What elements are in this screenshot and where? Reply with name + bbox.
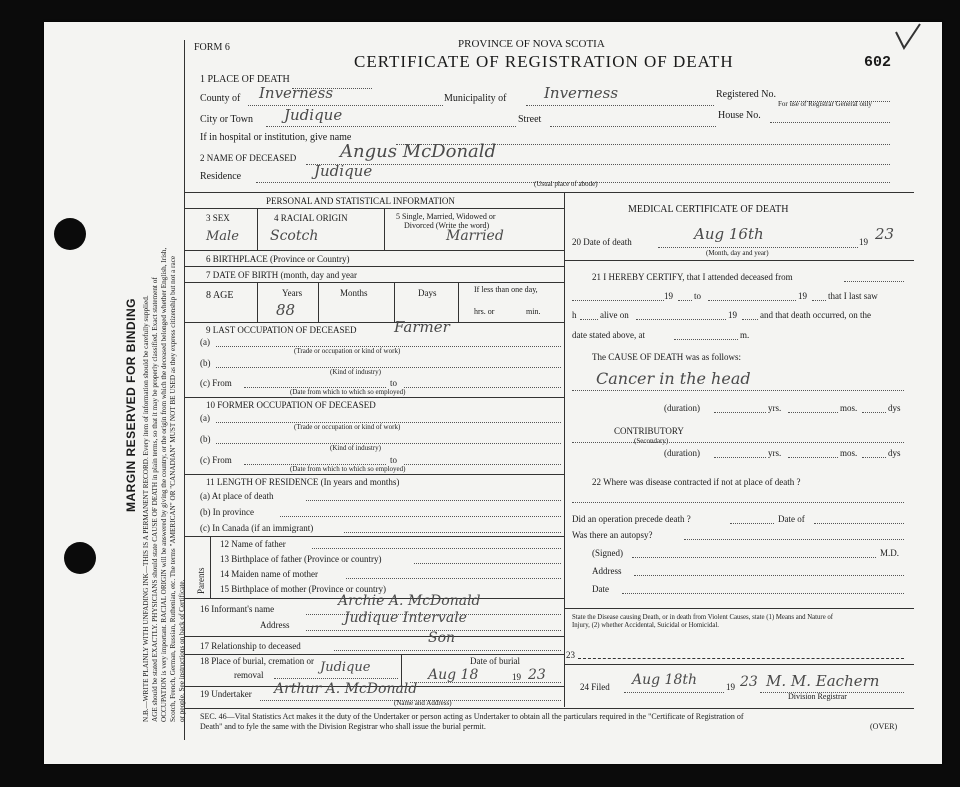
father-birthplace-label: 13 Birthplace of father (Province or country): [220, 554, 382, 564]
filed-year-prefix: 19: [726, 682, 735, 692]
duration-label-1: (duration): [664, 403, 700, 413]
registrar-signature: M. M. Eachern: [766, 672, 880, 690]
house-label: House No.: [718, 110, 761, 121]
last-occ-date-note: (Date from which to which so employed): [290, 388, 406, 396]
last-occ-a-label: (a): [200, 337, 210, 347]
binding-hole-top: [54, 218, 86, 250]
attended-to-year: 19: [798, 291, 807, 301]
months-label: Months: [340, 288, 368, 298]
place-heading: 1 PLACE OF DEATH: [200, 74, 290, 85]
signed-label: (Signed): [592, 548, 623, 558]
margin-title: MARGIN RESERVED FOR BINDING: [124, 298, 138, 512]
yrs-label-1: yrs.: [768, 403, 782, 413]
father-name-label: 12 Name of father: [220, 539, 286, 549]
less-than-day-label: If less than one day,: [474, 285, 538, 294]
informant-address-label: Address: [260, 620, 290, 630]
residence-province-label: (b) In province: [200, 507, 254, 517]
last-occ-industry-note: (Kind of industry): [330, 368, 381, 376]
death-date-value: Aug 16th: [694, 225, 764, 243]
cause-label: The CAUSE OF DEATH was as follows:: [592, 352, 741, 362]
parents-label: Parents: [196, 567, 206, 594]
burial-year-prefix: 19: [512, 672, 521, 682]
burial-year-value: 23: [528, 667, 546, 683]
years-value: 88: [276, 301, 296, 319]
registrar-note: For use of Registrar General only: [778, 100, 872, 108]
form-number: FORM 6: [194, 42, 230, 53]
burial-date-label: Date of burial: [470, 656, 520, 666]
attended-to-label: to: [694, 291, 702, 301]
deceased-name-label: 2 NAME OF DECEASED: [200, 153, 297, 163]
operation-label: Did an operation precede death ?: [572, 514, 691, 524]
city-label: City or Town: [200, 114, 254, 125]
abode-note: (Usual place of abode): [534, 180, 598, 188]
former-occ-industry-note: (Kind of industry): [330, 444, 381, 452]
autopsy-label: Was there an autopsy?: [572, 530, 653, 540]
state-note-1: State the Disease causing Death, or in death from Violent Causes, state (1) Means and Nature of: [572, 614, 834, 621]
marital-value: Married: [446, 228, 504, 244]
residence-canada-label: (c) In Canada (if an immigrant): [200, 523, 314, 533]
relationship-label: 17 Relationship to deceased: [200, 641, 301, 651]
medical-address-label: Address: [592, 566, 622, 576]
certificate-title: CERTIFICATE OF REGISTRATION OF DEATH: [354, 52, 734, 71]
sec46-note: SEC. 46—Vital Statistics Act makes it the duty of the Undertaker or person acting as Undertaker to obtain all the particulars required in the "Certificate of Registration of: [200, 712, 744, 721]
certificate-number: 602: [864, 54, 892, 71]
alive-year-label: 19: [728, 310, 737, 320]
filed-value: Aug 18th: [632, 672, 697, 688]
md-label: M.D.: [880, 548, 900, 558]
last-occupation-value: Farmer: [394, 318, 450, 336]
burial-removal-label: removal: [234, 670, 264, 680]
dob-label: 7 DATE OF BIRTH (month, day and year: [206, 270, 357, 280]
margin-note-2: AGE should be stated EXACTLY. PHYSICIANS should state CAUSE OF DEATH in plain terms, so that it may be properly classified. Exact statement of: [151, 277, 159, 722]
last-occupation-label: 9 LAST OCCUPATION OF DECEASED: [206, 325, 357, 335]
former-occupation-label: 10 FORMER OCCUPATION OF DECEASED: [206, 400, 376, 410]
operation-date-label: Date of: [778, 514, 805, 524]
dys-label-2: dys: [888, 448, 901, 458]
municipality-label: Municipality of: [444, 93, 507, 104]
death-year-value: 23: [875, 225, 895, 243]
death-year-prefix: 19: [859, 237, 868, 247]
medical-heading: MEDICAL CERTIFICATE OF DEATH: [628, 204, 789, 215]
county-label: County of: [200, 93, 241, 104]
over-label: (OVER): [870, 722, 898, 731]
residence-at-place-label: (a) At place of death: [200, 491, 274, 501]
mos-label-2: mos.: [840, 448, 858, 458]
min-label: min.: [526, 307, 541, 316]
death-certificate: [44, 22, 942, 764]
filed-label: 24 Filed: [580, 682, 610, 692]
mos-label-1: mos.: [840, 403, 858, 413]
medical-date-label: Date: [592, 584, 609, 594]
hrs-label: hrs. or: [474, 307, 495, 316]
contributory-label: CONTRIBUTORY: [614, 426, 684, 436]
sex-value: Male: [206, 229, 239, 244]
division-registrar-label: Division Registrar: [788, 692, 847, 701]
last-occ-trade-note: (Trade or occupation or kind of work): [294, 347, 401, 355]
margin-note-5: or people. See instructions on back of Certificate.: [178, 579, 186, 722]
deceased-name-value: Angus McDonald: [340, 141, 497, 162]
residence-length-label: 11 LENGTH OF RESIDENCE (In years and months): [206, 477, 400, 487]
residence-value: Judique: [314, 162, 373, 180]
mother-name-label: 14 Maiden name of mother: [220, 569, 318, 579]
date-stated-label: date stated above, at: [572, 330, 645, 340]
informant-name-label: 16 Informant's name: [200, 604, 275, 614]
personal-heading: PERSONAL AND STATISTICAL INFORMATION: [266, 196, 455, 206]
margin-note-4: Scotch, French, German, Russian, Ruthenian, etc. The terms "AMERICAN" OR "CANADIAN" MUST NOT BE USED as they express citizenship but not a race: [169, 255, 177, 722]
contracted-label: 22 Where was disease contracted if not at place of death ?: [592, 477, 801, 487]
death-date-note: (Month, day and year): [706, 249, 769, 257]
racial-value: Scotch: [270, 228, 319, 244]
m-label: m.: [740, 330, 750, 340]
former-occ-date-note: (Date from which to which so employed): [290, 465, 406, 473]
last-occ-b-label: (b): [200, 358, 211, 368]
former-occ-trade-note: (Trade or occupation or kind of work): [294, 423, 401, 431]
marital-label-2: Divorced (Write the word): [404, 221, 490, 230]
mother-birthplace-label: 15 Birthplace of mother (Province or country): [220, 584, 386, 594]
burial-place-value: Judique: [320, 660, 371, 675]
burial-date-value: Aug 18: [428, 667, 479, 683]
former-occ-from-label: (c) From: [200, 455, 232, 465]
last-saw-label: that I last saw: [828, 291, 878, 301]
former-occ-to-label: to: [390, 455, 398, 465]
birthplace-label: 6 BIRTHPLACE (Province or Country): [206, 254, 350, 264]
death-occurred-label: and that death occurred, on the: [760, 310, 871, 320]
margin-note-1: N.B.—WRITE PLAINLY WITH UNFADING INK—THIS IS A PERMANENT RECORD. Every item of information should be carefully supplied.: [142, 295, 150, 722]
sec46-note-2: Death" and to fyle the same with the Division Registrar who shall issue the burial permit.: [200, 722, 486, 731]
duration-label-2: (duration): [664, 448, 700, 458]
secondary-note: (Secondary): [634, 437, 669, 445]
street-label: Street: [518, 114, 542, 125]
dys-label-1: dys: [888, 403, 901, 413]
age-label: 8 AGE: [206, 290, 234, 301]
province-heading: PROVINCE OF NOVA SCOTIA: [458, 38, 605, 50]
checkmark-icon: [894, 22, 924, 52]
last-occ-to-label: to: [390, 378, 398, 388]
undertaker-label: 19 Undertaker: [200, 689, 252, 699]
binding-hole-bottom: [64, 542, 96, 574]
days-label: Days: [418, 288, 437, 298]
certify-label: 21 I HEREBY CERTIFY, that I attended deceased from: [592, 272, 793, 282]
racial-label: 4 RACIAL ORIGIN: [274, 213, 348, 223]
h-label: h: [572, 310, 577, 320]
burial-place-label: 18 Place of burial, cremation or: [200, 656, 314, 666]
last-occ-from-label: (c) From: [200, 378, 232, 388]
county-value: Inverness: [259, 84, 334, 102]
municipality-value: Inverness: [544, 84, 619, 102]
state-note-2: Injury, (2) whether Accidental, Suicidal or Homicidal.: [572, 622, 719, 629]
margin-note-3: OCCUPATION is very important. RACIAL ORIGIN will be answered by giving the country, or the origin from which the deceased belonged whether English, Irish,: [160, 247, 168, 722]
cause-value: Cancer in the head: [596, 369, 751, 388]
marital-label-1: 5 Single, Married, Widowed or: [396, 212, 496, 221]
yrs-label-2: yrs.: [768, 448, 782, 458]
death-date-label: 20 Date of death: [572, 237, 632, 247]
years-label: Years: [282, 288, 303, 298]
attended-from-year: 19: [664, 291, 673, 301]
city-value: Judique: [284, 106, 343, 124]
alive-on-label: alive on: [600, 310, 629, 320]
relationship-value: Son: [428, 630, 456, 646]
hospital-label: If in hospital or institution, give name: [200, 132, 352, 143]
filed-year-value: 23: [740, 674, 758, 690]
undertaker-value: Arthur A. McDonald: [274, 681, 418, 697]
registered-no-label: Registered No.: [716, 89, 776, 100]
residence-label: Residence: [200, 171, 242, 182]
informant-name-value: Archie A. McDonald: [338, 593, 481, 609]
informant-address-value: Judique Intervale: [344, 610, 467, 626]
sex-label: 3 SEX: [206, 213, 230, 223]
undertaker-note: (Name and Address): [394, 699, 452, 707]
dash-year-label: 23: [566, 650, 575, 660]
former-occ-a-label: (a): [200, 413, 210, 423]
former-occ-b-label: (b): [200, 434, 211, 444]
